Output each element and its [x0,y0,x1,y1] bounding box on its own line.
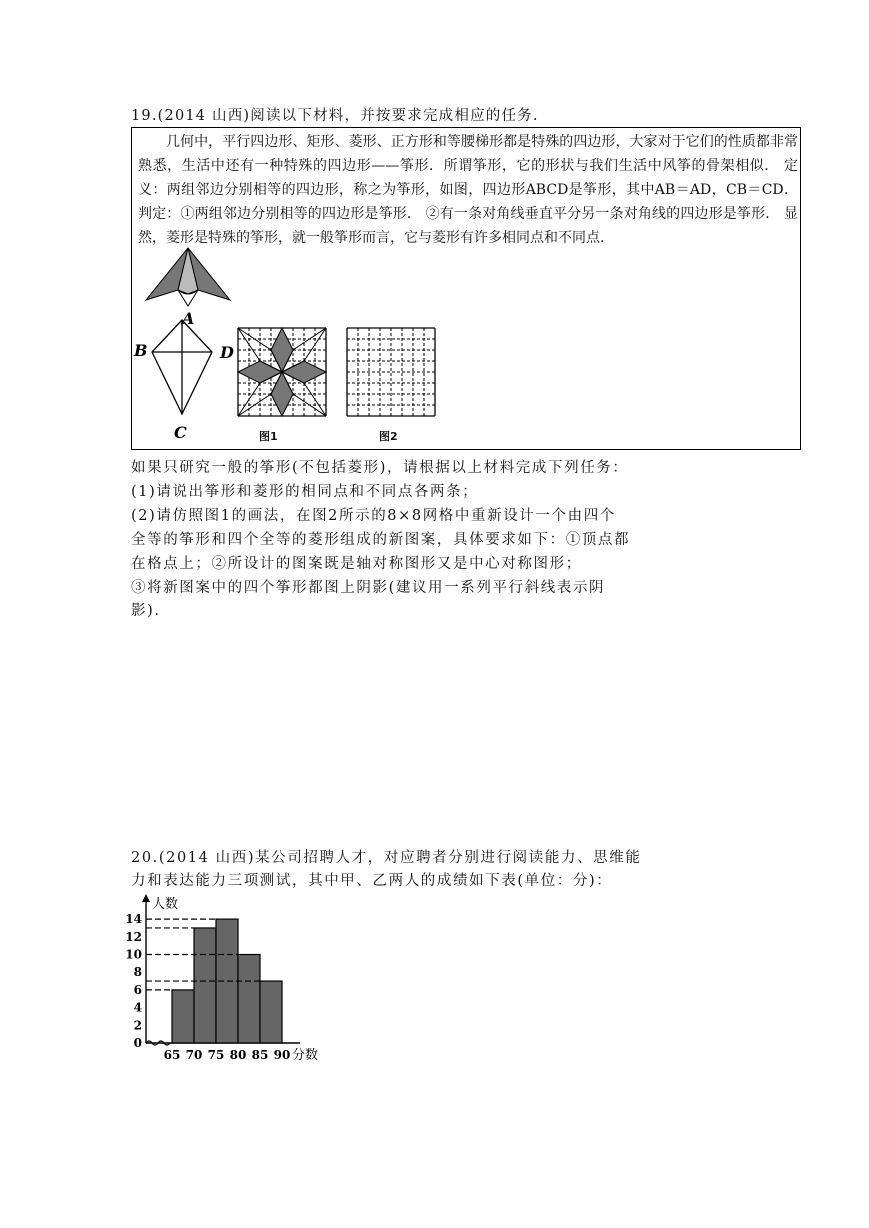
material-text [138,130,798,250]
histogram-chart [125,892,343,1067]
y-axis-arrow [142,894,150,902]
x-tick-label: 70 [185,1048,203,1062]
y-tick-label: 4 [133,1000,142,1015]
x-tick-label: 80 [229,1048,247,1062]
task-line: 如果只研究一般的筝形(不包括菱形)，请根据以上材料完成下列任务： [131,460,629,476]
material-box [131,127,801,450]
x-tick-label: 75 [207,1048,225,1062]
x-tick-label: 65 [163,1048,181,1062]
y-tick-label: 8 [133,965,142,980]
y-tick-label: 10 [125,947,142,962]
question-20-line: 20.(2014 山西)某公司招聘人才，对应聘者分别进行阅读能力、思维能 [131,850,642,866]
y-axis-label: 人数 [152,897,179,912]
task-line: (2)请仿照图1的画法，在图2所示的8×8网格中重新设计一个由四个 [131,508,616,524]
shaded-kite [238,361,282,383]
y-tick-label: 14 [125,912,142,927]
shaded-kite [271,372,293,416]
y-tick-label: 2 [133,1018,142,1033]
figure-2-caption: 图2 [379,430,398,443]
task-line: (1)请说出筝形和菱形的相同点和不同点各两条； [131,484,479,500]
figure-2-grid [345,326,437,418]
shaded-kite [271,328,293,372]
question-20-line: 力和表达能力三项测试，其中甲、乙两人的成绩如下表(单位：分)： [131,873,613,889]
task-line: 在格点上；②所设计的图案既是轴对称图形又是中心对称图形； [131,556,582,572]
figure-1-caption: 图1 [259,430,278,443]
histogram-bar [260,981,282,1043]
histogram-bar [172,990,194,1043]
histogram-bar [194,928,216,1043]
y-tick-label: 12 [125,929,142,944]
task-line: 全等的筝形和四个全等的菱形组成的新图案，具体要求如下：①顶点都 [131,532,631,548]
y-tick-label: 6 [133,982,142,997]
figure-1-grid [236,326,328,418]
kite-abcd-figure [132,318,242,443]
histogram-bar [238,955,260,1044]
x-tick-label: 85 [251,1048,269,1062]
y-tick-label: 0 [133,1036,142,1050]
x-axis-label: 分数 [292,1048,319,1063]
task-line: 影). [131,603,161,619]
label-d: D [220,343,234,362]
material-paragraph: 几何中，平行四边形、矩形、菱形、正方形和等腰梯形都是特殊的四边形，大家对于它们的性质都非常熟悉，生活中还有一种特殊的四边形——筝形．所谓筝形，它的形状与我们生活中风筝的骨架相似． 定义：两组邻边分别相等的四边形，称之为筝形，如图，四边形ABCD是筝形，其中AB＝AD，CB＝CD． 判定：①两组邻边分别相等的四边形是筝形． ②有一条对角线垂直平分另一条对角线的四边形是筝形． 显然，菱形是特殊的筝形，就一般筝形而言，它与菱形有许多相同点和不同点. [138,134,798,246]
kite-picture [138,246,238,326]
label-a: A [182,309,195,328]
label-b: B [134,341,148,360]
label-c: C [174,423,187,442]
x-tick-label: 90 [273,1048,291,1062]
task-line: ③将新图案中的四个筝形都图上阴影(建议用一系列平行斜线表示阴 [131,580,606,596]
question-19-title: 19.(2014 山西)阅读以下材料，并按要求完成相应的任务. [131,108,539,124]
shaded-kite [282,361,326,383]
